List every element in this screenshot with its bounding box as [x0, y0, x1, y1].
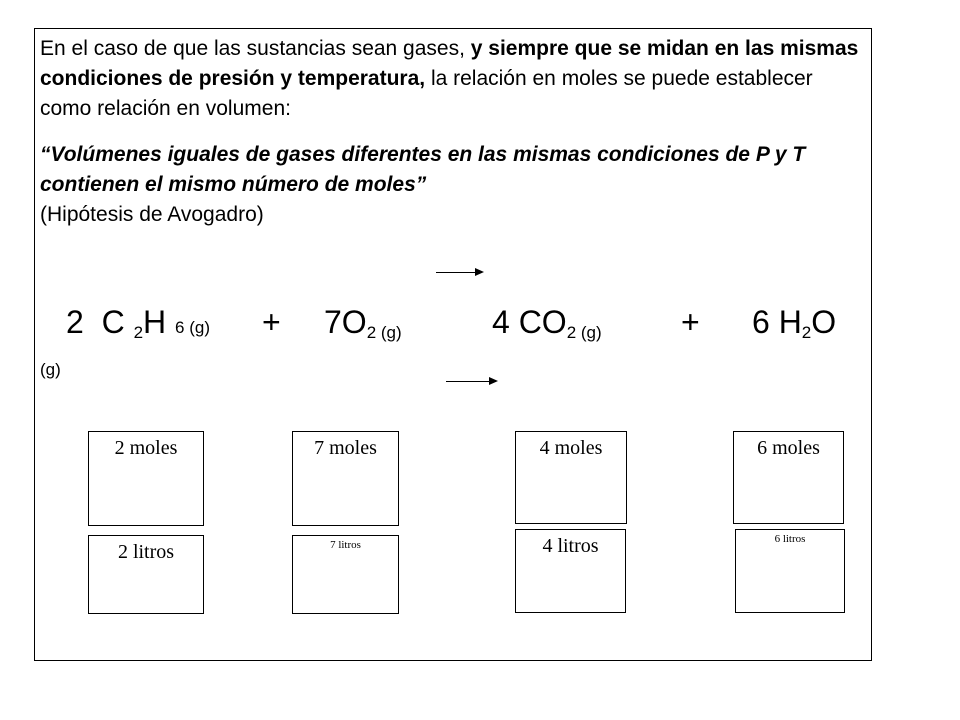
litros-box-water: 6 litros [735, 529, 845, 613]
avogadro-quote: “Volúmenes iguales de gases diferentes en las mismas condiciones de P y T contienen el mismo número de moles” [40, 143, 806, 196]
equation-term-ethane: 2 C $_2$H 6 (g) [66, 304, 211, 342]
equation-plus-1: + [262, 304, 281, 340]
reaction-arrow-icon [436, 272, 482, 273]
equation-term-co2: 4 $CO_{2 (g)}$ [492, 304, 602, 342]
equation-term-oxygen: $7O_{2 (g)}$ [324, 304, 402, 342]
avogadro-paragraph [40, 140, 860, 230]
reaction-arrow-icon [446, 381, 496, 382]
equation-water-phase: (g) [40, 360, 61, 379]
moles-box-ethane: 2 moles [88, 431, 204, 526]
litros-box-oxygen: 7 litros [292, 535, 399, 614]
equation-term-water: 6 $H_2O$ [752, 304, 837, 342]
intro-paragraph [40, 34, 860, 124]
intro-text-2: la relación en moles se puede establecer como relación en volumen: [40, 67, 813, 120]
intro-text-1: En el caso de que las sustancias sean gases, [40, 37, 471, 60]
moles-box-co2: 4 moles [515, 431, 627, 524]
moles-box-oxygen: 7 moles [292, 431, 399, 526]
intro-text-bold: y siempre que se midan en las mismas condiciones de presión y temperatura, [40, 37, 859, 90]
equation-plus-2: + [681, 304, 700, 340]
litros-box-ethane: 2 litros [88, 535, 204, 614]
litros-box-co2: 4 litros [515, 529, 626, 613]
moles-box-water: 6 moles [733, 431, 844, 524]
avogadro-attribution: (Hipótesis de Avogadro) [40, 203, 264, 226]
